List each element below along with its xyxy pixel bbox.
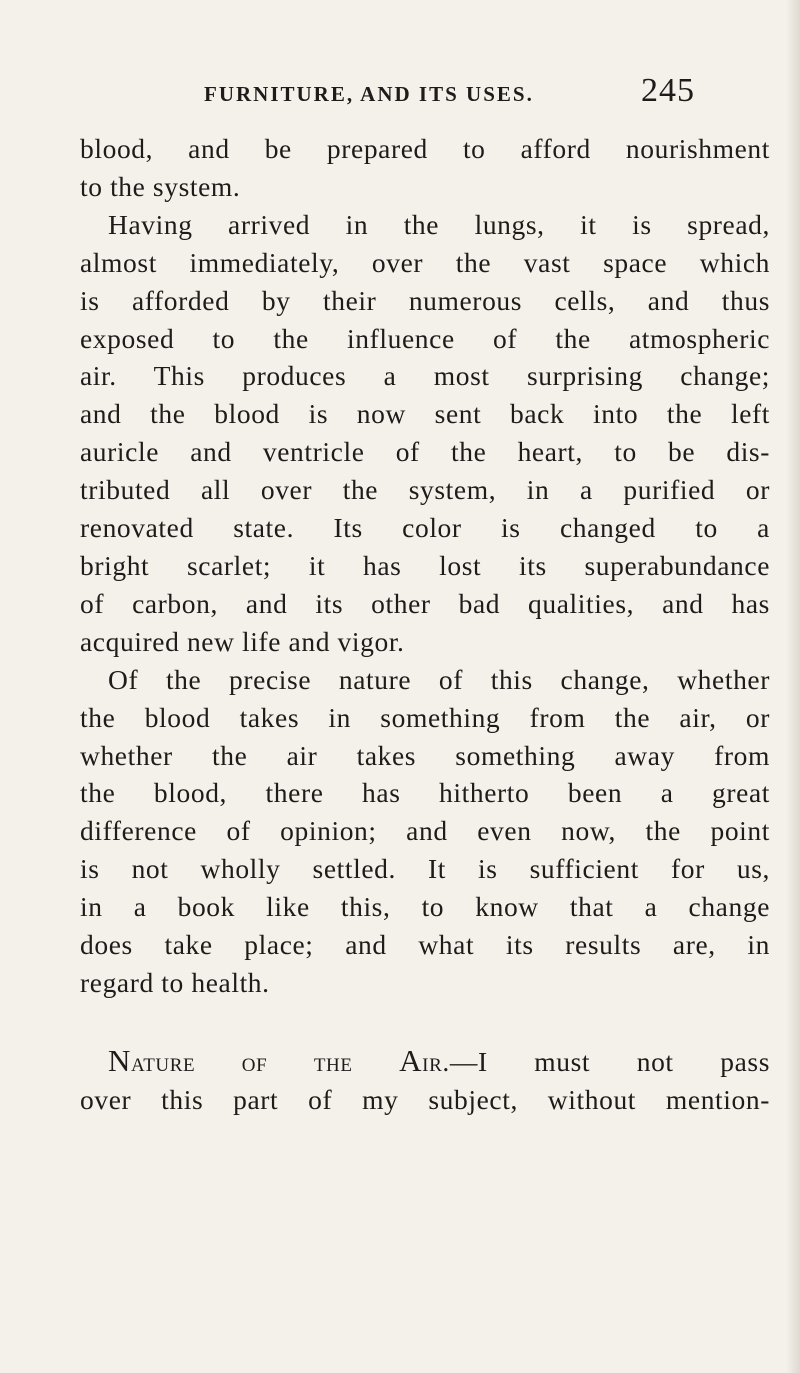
text-line: is afforded by their numerous cells, and thus — [80, 284, 770, 316]
section-heading: Nature of the Air. — [108, 1042, 450, 1078]
section-first-line — [80, 1042, 770, 1081]
text-line: the blood, there has hitherto been a great — [80, 777, 770, 809]
text-line: and the blood is now sent back into the left — [80, 398, 770, 430]
text-line: whether the air takes something away from — [80, 739, 770, 771]
text-line: does take place; and what its results are, in — [80, 929, 770, 961]
paragraph-1 — [80, 130, 770, 206]
text-line: auricle and ventricle of the heart, to be dis- — [80, 436, 770, 468]
text-line: regard to health. — [80, 966, 270, 998]
text-line: in a book like this, to know that a change — [80, 891, 770, 923]
text-line: Of the precise nature of this change, whether — [108, 663, 770, 695]
body-text — [80, 130, 770, 1119]
text-line: difference of opinion; and even now, the point — [80, 815, 770, 847]
section-gap — [80, 1002, 770, 1042]
text-line: bright scarlet; it has lost its superabundance — [80, 549, 770, 581]
text-line: almost immediately, over the vast space which — [80, 246, 770, 278]
paragraph-3 — [80, 661, 770, 1002]
text-line: of carbon, and its other bad qualities, and has — [80, 587, 770, 619]
text-line: Having arrived in the lungs, it is spread, — [108, 208, 770, 240]
text-line: tributed all over the system, in a purified or — [80, 474, 770, 506]
running-head-title: FURNITURE, AND ITS USES. — [204, 82, 534, 106]
paragraph-2 — [80, 206, 770, 661]
section-nature-of-the-air — [80, 1042, 770, 1119]
text-line: exposed to the influence of the atmospheric — [80, 322, 770, 354]
text-line: acquired new life and vigor. — [80, 625, 405, 657]
page-number: 245 — [641, 72, 695, 109]
text-line: the blood takes in something from the air, or — [80, 701, 770, 733]
text-line: to the system. — [80, 170, 241, 202]
text-line: renovated state. Its color is changed to a — [80, 512, 770, 544]
text-line: is not wholly settled. It is sufficient for us, — [80, 853, 770, 885]
section-first-line-text: —I must not pass — [449, 1045, 770, 1077]
text-line: blood, and be prepared to afford nourishment — [80, 133, 770, 164]
running-head — [80, 72, 760, 120]
text-line: over this part of my subject, without mention- — [80, 1083, 770, 1115]
page-edge-shadow — [786, 0, 800, 1373]
text-line: air. This produces a most surprising change; — [80, 360, 770, 392]
